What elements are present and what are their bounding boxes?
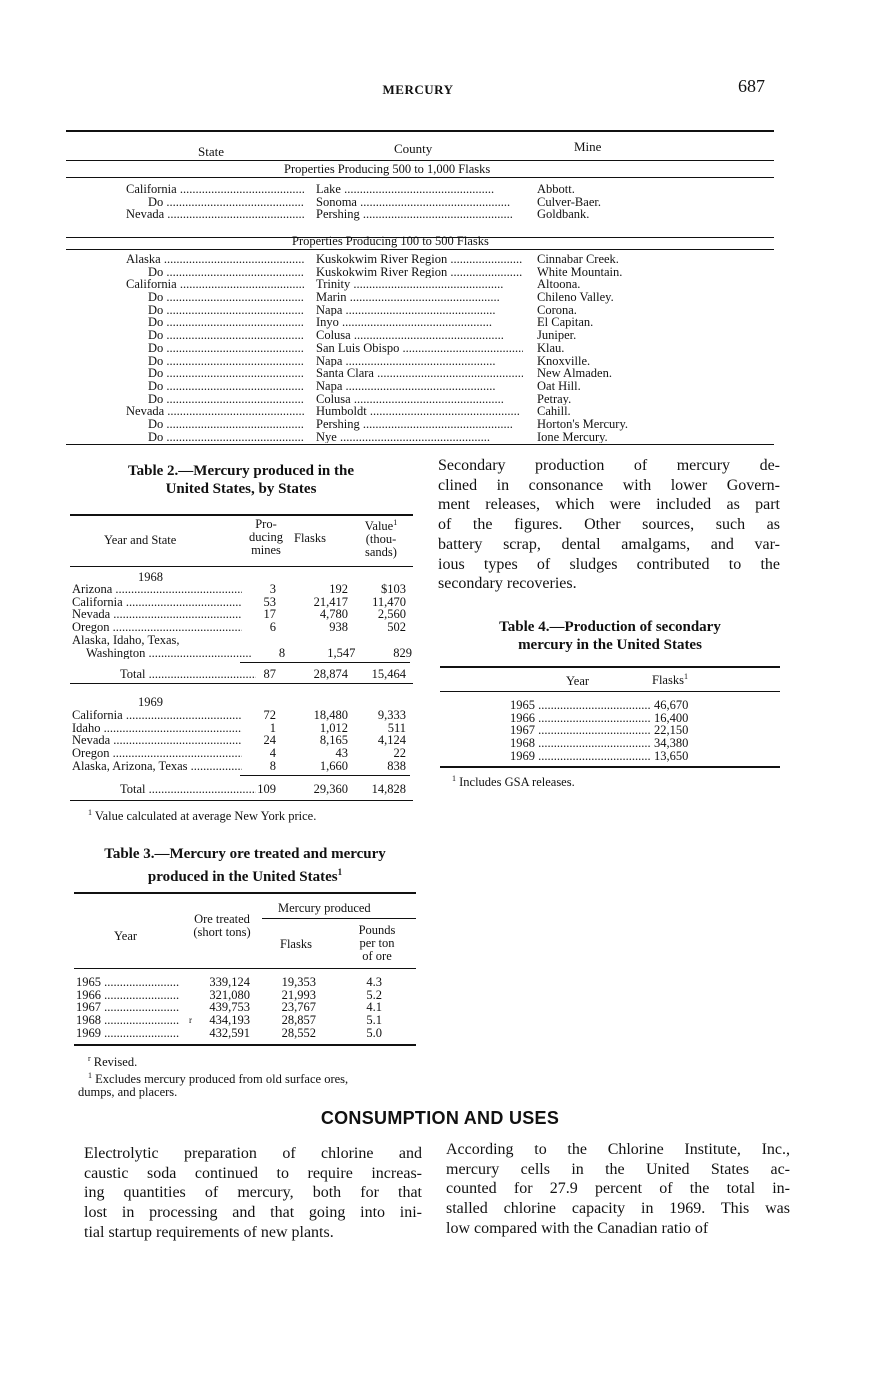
table2-state: California .....	[72, 709, 242, 722]
secondary-paragraph-line: Secondary production of mercury de-	[438, 457, 780, 474]
table2-multi-row: Alaska, Idaho, Texas, Washington ..... 8 1,547 829	[72, 634, 412, 659]
table4-footnote: $^1$ Includes GSA releases.	[452, 774, 575, 790]
table1-mine: Ione Mercury.	[537, 430, 608, 444]
table1-state: Do .....	[148, 266, 304, 279]
table2-state: Oregon .....	[72, 621, 242, 634]
table3-ore: 321,080	[209, 987, 250, 1002]
secondary-paragraph-line: ious types of sludges contributed to the	[438, 555, 780, 573]
table4-year: 1965 .....	[510, 699, 650, 712]
secondary-paragraph-line: clined in consonance with lower Govern-	[438, 476, 780, 494]
table1-state: Do .....	[148, 393, 304, 406]
table1-mine: Oat Hill.	[537, 379, 581, 393]
table1-county: Lake .....	[316, 183, 523, 196]
table1-group1-heading: Properties Producing 500 to 1,000 Flasks	[284, 162, 491, 176]
table1-state: Do .....	[148, 329, 304, 342]
table3-row	[76, 976, 416, 989]
consumption-right-line: low compared with the Canadian ratio of	[446, 1219, 709, 1237]
table3-footnotes: $^r$ Revised. $^1$ Excludes mercury produced from old surface ores, dumps, and placers.	[78, 1054, 349, 1100]
table2-flasks: 18,480	[313, 708, 348, 722]
consumption-left-line: ing quantities of mercury, both for that	[84, 1184, 422, 1202]
table1-state: Do .....	[148, 316, 304, 329]
table2-row	[72, 709, 412, 722]
page-number: 687	[738, 76, 765, 96]
table1-col-state: State	[198, 144, 224, 159]
table2-state: Idaho .....	[72, 722, 242, 735]
table3-pounds: 5.0	[366, 1025, 382, 1040]
table3-revised-mark: r	[189, 1015, 192, 1026]
table3-group-rule	[262, 918, 416, 919]
table2-state: Nevada .....	[72, 734, 242, 747]
table1-state: Do .....	[148, 367, 304, 380]
table2-value: 22	[393, 746, 406, 761]
table2-col-value: Value$^1$ (thou- sands)	[364, 518, 398, 560]
table2-total-1968: Total ..... 87 28,874 15,464	[72, 668, 412, 681]
table2-value: 511	[387, 720, 406, 735]
table3-revised-mark	[180, 1001, 192, 1014]
consumption-left-line: lost in processing and that going into ini-	[84, 1204, 422, 1222]
table3-year: 1966 .....	[76, 989, 180, 1002]
table3-flasks: 23,767	[281, 1000, 316, 1015]
table1-row	[66, 367, 766, 380]
table3-col-group: Mercury produced	[278, 901, 371, 915]
table2-mines: 53	[263, 594, 276, 609]
table1-state: Do .....	[148, 342, 304, 355]
table2-flasks: 938	[329, 620, 348, 635]
table1-group1-body	[66, 183, 766, 221]
table2-row	[72, 621, 412, 634]
table2-col-flasks: Flasks	[294, 531, 326, 545]
table4-flasks: 16,400	[654, 710, 689, 725]
table2-flasks: 8,165	[319, 733, 348, 748]
table3-flasks: 19,353	[281, 975, 316, 989]
table1-county: Santa Clara .....	[316, 367, 523, 380]
table1-mine: Horton's Mercury.	[537, 417, 629, 431]
table2-row	[72, 596, 412, 609]
table3-pounds: 5.2	[366, 987, 382, 1002]
table2-1968-rows	[72, 583, 412, 634]
table2-value: $103	[381, 582, 406, 596]
table1-mine: Knoxville.	[537, 354, 591, 368]
table1-mine: New Almaden.	[537, 367, 612, 380]
table3-col-pounds: Pounds per ton of ore	[358, 923, 396, 963]
table4-year: 1967 .....	[510, 724, 650, 737]
table2-value: 838	[387, 758, 406, 773]
table3-pounds: 4.3	[366, 975, 382, 989]
table1-mine: Corona.	[537, 303, 577, 317]
table2-bottom-rule	[70, 800, 413, 801]
table4-flasks: 46,670	[654, 698, 689, 712]
table3-year: 1965 .....	[76, 976, 180, 989]
table1-group2-body	[66, 253, 766, 443]
table2-mines: 6	[269, 620, 276, 635]
table1-state: Nevada .....	[126, 405, 304, 418]
table3-row	[76, 1014, 416, 1027]
table1-row	[66, 393, 766, 406]
table1-group2-rule	[66, 249, 774, 250]
table2-mines: 3	[269, 582, 276, 596]
table3-rows	[76, 976, 416, 1039]
table1-row	[66, 316, 766, 329]
table2-row	[72, 734, 412, 747]
table2-state: Oregon .....	[72, 747, 242, 760]
table1-row	[66, 342, 766, 355]
table2-year-1969: 1969	[138, 695, 163, 709]
table1-county: Inyo .....	[316, 316, 523, 329]
consumption-right-line: counted for 27.9 percent of the total in-	[446, 1180, 790, 1198]
table1-mine: Cinnabar Creek.	[537, 253, 619, 266]
table1-county: Colusa .....	[316, 329, 523, 342]
table2-state: Alaska, Arizona, Texas .....	[72, 760, 242, 773]
table4-rows	[510, 699, 710, 762]
table4-flasks: 34,380	[654, 736, 689, 751]
table1-county: Nye .....	[316, 431, 523, 444]
table1-row	[66, 355, 766, 368]
table1-mine: Goldbank.	[537, 208, 590, 222]
table2-mines: 17	[263, 607, 276, 622]
table2-footnote: $^1$ Value calculated at average New York price.	[88, 808, 317, 824]
table3-year: 1967 .....	[76, 1001, 180, 1014]
table3-caption: Table 3.—Mercury ore treated and mercury produced in the United States$^1$	[104, 846, 386, 885]
consumption-right-line: stalled chlorine capacity in 1969. This was	[446, 1200, 790, 1218]
table4-row	[510, 750, 710, 763]
table3-pounds: 4.1	[366, 1000, 382, 1015]
table1-row	[66, 291, 766, 304]
table2-col-year-state: Year and State	[104, 533, 177, 547]
table3-top-rule	[74, 892, 416, 894]
table1-row	[66, 278, 766, 291]
table3-ore: 439,753	[209, 1000, 250, 1015]
table2-mines: 8	[269, 758, 276, 773]
table1-state: California .....	[126, 183, 304, 196]
table1-row	[66, 405, 766, 418]
secondary-paragraph-line: battery scrap, dental amalgams, and var-	[438, 535, 780, 553]
table1-mine: Petray.	[537, 392, 572, 406]
table1-row	[66, 183, 766, 196]
table1-state: Do .....	[148, 196, 304, 209]
secondary-paragraph-line: of the figures. Other sources, such as	[438, 516, 780, 534]
table4-bottom-rule	[440, 766, 780, 768]
table1-county: Sonoma .....	[316, 196, 523, 209]
table1-top-rule	[66, 130, 774, 132]
table1-county: Pershing .....	[316, 208, 523, 221]
consumption-right-paragraph	[446, 1140, 790, 1239]
table3-col-flasks: Flasks	[280, 937, 312, 951]
table3-pounds: 5.1	[366, 1013, 382, 1028]
consumption-left-line: tial startup requirements of new plants.	[84, 1223, 334, 1241]
table2-flasks: 4,780	[319, 607, 348, 622]
table2-mines: 4	[269, 746, 276, 761]
table1-state: Alaska .....	[126, 253, 304, 266]
consumption-left-line: caustic soda continued to require increas-	[84, 1164, 422, 1182]
table4-row	[510, 699, 710, 712]
table2-flasks: 1,012	[319, 720, 348, 735]
table2-value: 2,560	[377, 607, 406, 622]
table1-mine: Abbott.	[537, 183, 575, 196]
table3-ore: 434,193	[209, 1013, 250, 1028]
table1-group2-heading: Properties Producing 100 to 500 Flasks	[292, 234, 489, 248]
table2-mines: 72	[263, 708, 276, 722]
table3-year: 1969 .....	[76, 1027, 180, 1040]
table2-value: 4,124	[377, 733, 406, 748]
table1-row	[66, 196, 766, 209]
table2-flasks: 1,660	[319, 758, 348, 773]
table1-row	[66, 266, 766, 279]
table1-bottom-rule	[66, 444, 774, 445]
table1-county: Pershing .....	[316, 418, 523, 431]
table1-county: San Luis Obispo .....	[316, 342, 523, 355]
table1-row	[66, 418, 766, 431]
table1-county: Napa .....	[316, 304, 523, 317]
table1-county: Kuskokwim River Region .....	[316, 266, 523, 279]
table4-flasks: 13,650	[654, 748, 689, 763]
table2-value: 9,333	[377, 708, 406, 722]
table1-state: Do .....	[148, 304, 304, 317]
table1-state: Do .....	[148, 291, 304, 304]
table3-bottom-rule	[74, 1044, 416, 1046]
table3-flasks: 21,993	[281, 987, 316, 1002]
table1-mine: Altoona.	[537, 278, 581, 292]
table2-row	[72, 747, 412, 760]
table2-value: 502	[387, 620, 406, 635]
table2-row	[72, 760, 412, 773]
table3-revised-mark	[180, 1027, 192, 1040]
table3-year: 1968 .....	[76, 1014, 180, 1027]
table1-group1-rule	[66, 177, 774, 178]
table1-county: Marin .....	[316, 291, 523, 304]
table1-state: Do .....	[148, 380, 304, 393]
table4-year: 1968 .....	[510, 737, 650, 750]
table1-row	[66, 431, 766, 444]
table1-mine: Culver-Baer.	[537, 195, 601, 209]
table2-mines: 24	[263, 733, 276, 748]
table1-mine: White Mountain.	[537, 265, 623, 279]
secondary-paragraph	[438, 456, 780, 594]
table4-caption: Table 4.—Production of secondary mercury in the United States	[499, 619, 721, 653]
table2-state: Nevada .....	[72, 608, 242, 621]
table2-header-rule	[70, 566, 413, 567]
table1-header-rule	[66, 160, 774, 161]
table1-county: Colusa .....	[316, 393, 523, 406]
table2-total-1969: Total ..... 109 29,360 14,828	[72, 783, 412, 796]
table1-row	[66, 380, 766, 393]
table4-col-year: Year	[566, 674, 590, 688]
table1-mine: Juniper.	[537, 329, 577, 342]
table1-mine: Cahill.	[537, 405, 571, 418]
table1-row	[66, 304, 766, 317]
running-head: MERCURY	[382, 82, 454, 97]
consumption-right-line: According to the Chlorine Institute, Inc.,	[446, 1141, 790, 1158]
table1-col-mine: Mine	[574, 139, 602, 154]
table1-county: Trinity .....	[316, 278, 523, 291]
table3-row	[76, 1027, 416, 1040]
table2-1969-rows	[72, 709, 412, 772]
table1-row	[66, 208, 766, 221]
consumption-left-line: Electrolytic preparation of chlorine and	[84, 1145, 422, 1162]
table2-row	[72, 722, 412, 735]
table1-state: Nevada .....	[126, 208, 304, 221]
table1-state: Do .....	[148, 418, 304, 431]
table2-subtotal-rule-1968	[240, 662, 410, 663]
table1-county: Napa .....	[316, 355, 523, 368]
table2-flasks: 43	[335, 746, 348, 761]
table2-value: 11,470	[372, 594, 406, 609]
table3-col-ore: Ore treated (short tons)	[193, 912, 251, 939]
table1-row	[66, 253, 766, 266]
table4-top-rule	[440, 666, 780, 668]
table2-subtotal-rule-1969	[240, 775, 410, 776]
table2-year-1968: 1968	[138, 570, 163, 584]
table2-flasks: 21,417	[313, 594, 348, 609]
table2-caption: Table 2.—Mercury produced in the United States, by States	[128, 463, 354, 497]
table3-ore: 339,124	[209, 975, 250, 989]
table2-mid-rule	[70, 683, 413, 684]
table1-state: Do .....	[148, 355, 304, 368]
table1-row	[66, 329, 766, 342]
table1-county: Napa .....	[316, 380, 523, 393]
table4-header-rule	[440, 691, 780, 692]
table1-state: Do .....	[148, 431, 304, 444]
consumption-right-line: mercury cells in the United States ac-	[446, 1160, 790, 1178]
table3-col-year: Year	[114, 929, 138, 943]
secondary-paragraph-line: ment releases, which were included as part	[438, 496, 780, 514]
table2-row	[72, 608, 412, 621]
table2-state: Arizona .....	[72, 583, 242, 596]
table1-mine: El Capitan.	[537, 316, 594, 330]
table1-mine: Klau.	[537, 341, 565, 355]
table4-row	[510, 737, 710, 750]
table1-county: Kuskokwim River Region .....	[316, 253, 523, 266]
table3-flasks: 28,552	[281, 1025, 316, 1040]
table1-col-county: County	[394, 141, 433, 156]
table2-state: California .....	[72, 596, 242, 609]
table2-mines: 1	[269, 720, 276, 735]
table3-revised-mark	[180, 989, 192, 1002]
table4-year: 1966 .....	[510, 712, 650, 725]
table1-mine: Chileno Valley.	[537, 291, 614, 304]
table3-flasks: 28,857	[281, 1013, 316, 1028]
secondary-paragraph-line: secondary recoveries.	[438, 575, 577, 593]
table3-revised-mark	[180, 976, 192, 989]
table1-county: Humboldt .....	[316, 405, 523, 418]
table4-col-flasks: Flasks$^1$	[652, 672, 688, 688]
table3-ore: 432,591	[209, 1025, 250, 1040]
table2-row	[72, 583, 412, 596]
table3-header-rule	[74, 968, 416, 969]
section-heading: CONSUMPTION AND USES	[320, 1108, 560, 1128]
consumption-left-paragraph	[84, 1144, 422, 1243]
table1-state: California .....	[126, 278, 304, 291]
table2-flasks: 192	[329, 582, 348, 596]
table4-flasks: 22,150	[654, 723, 689, 738]
table4-year: 1969 .....	[510, 750, 650, 763]
table2-col-mines: Pro- ducing mines	[248, 517, 284, 557]
